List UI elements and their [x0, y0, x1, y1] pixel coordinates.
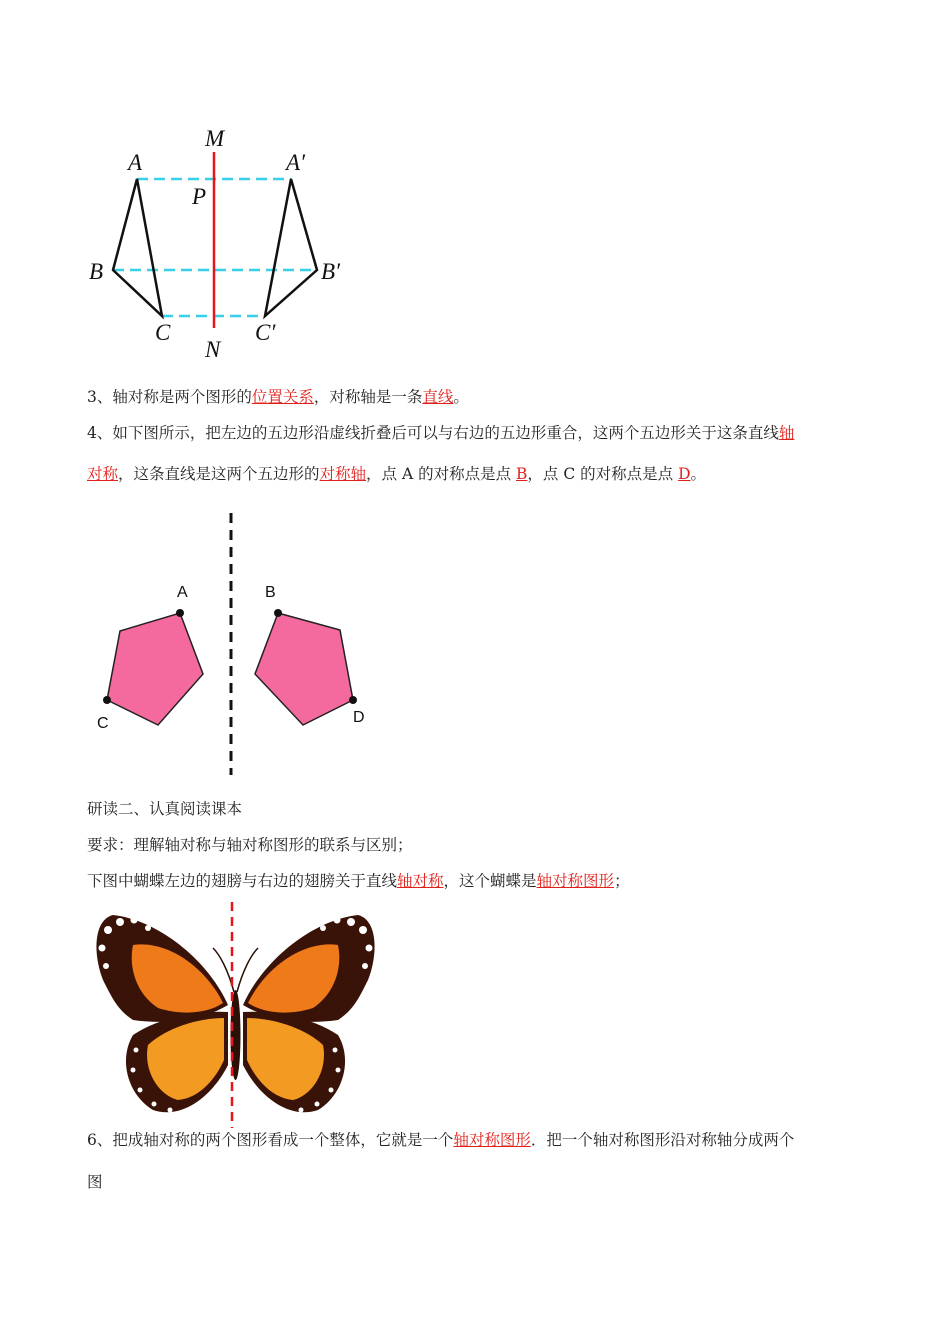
item-6-line-1 — [87, 1130, 794, 1150]
label-a: A — [177, 584, 188, 601]
label-a-prime: A′ — [286, 150, 306, 175]
answer-axis-part2: 对称 — [87, 465, 119, 483]
butterfly-left-wings — [96, 915, 228, 1113]
label-b: B — [89, 259, 104, 284]
item-3 — [87, 387, 469, 407]
answer-point-d: D — [678, 465, 691, 483]
pentagon-left — [107, 613, 203, 725]
figure-pentagon-symmetry — [90, 505, 380, 780]
item-6-rest: ．把一个轴对称图形沿对称轴分成两个 — [530, 1131, 795, 1149]
item-6-line-2: 图 — [87, 1173, 103, 1191]
answer-axis-part1: 轴 — [778, 424, 795, 442]
triangle-a2b2c2 — [265, 179, 317, 316]
label-m: M — [205, 126, 225, 151]
answer-straight-line: 直线 — [422, 388, 454, 406]
item-3-prefix: 3、轴对称是两个图形的 — [87, 388, 252, 406]
butterfly-image — [88, 900, 383, 1130]
study-2-requirement: 要求：理解轴对称与轴对称图形的联系与区别； — [87, 836, 413, 854]
answer-symmetric-figure-2: 轴对称图形 — [453, 1131, 531, 1149]
item-4-line-2 — [87, 464, 706, 484]
point-b — [274, 609, 282, 617]
answer-symmetric-figure: 轴对称图形 — [536, 872, 615, 890]
label-b: B — [265, 584, 276, 601]
label-p: P — [192, 184, 207, 209]
item-4-line-1 — [87, 423, 794, 443]
pentagon-right — [255, 613, 353, 725]
item-4-end: 。 — [690, 465, 707, 483]
butterfly-body — [231, 990, 241, 1080]
point-d — [349, 696, 357, 704]
label-c: C — [155, 320, 171, 345]
label-b-prime: B′ — [321, 259, 341, 284]
answer-axial-symmetry: 轴对称 — [397, 872, 444, 890]
label-n: N — [205, 337, 221, 362]
question-end: ； — [614, 872, 630, 890]
point-a — [176, 609, 184, 617]
figure-triangle-symmetry — [80, 120, 370, 370]
item-3-middle: ，对称轴是一条 — [313, 388, 423, 406]
label-c: C — [97, 715, 109, 732]
label-d: D — [353, 709, 365, 726]
item-4-text: 4、如下图所示，把左边的五边形沿虚线折叠后可以与右边的五边形重合，这两个五边形关于这条直线 — [87, 424, 779, 442]
item-6-prefix: 6、把成轴对称的两个图形看成一个整体，它就是一个 — [87, 1131, 454, 1149]
item-3-end: 。 — [453, 388, 469, 406]
answer-point-b: B — [516, 465, 528, 483]
question-prefix: 下图中蝴蝶左边的翅膀与右边的翅膀关于直线 — [87, 872, 398, 890]
triangle-abc — [113, 179, 162, 316]
label-a: A — [128, 150, 143, 175]
question-middle: ，这个蝴蝶是 — [443, 872, 537, 890]
study-2-heading: 研读二、认真阅读课本 — [87, 800, 243, 818]
item-4-text-2: ，这条直线是这两个五边形的 — [118, 465, 320, 483]
study-2-question — [87, 871, 630, 891]
point-c — [103, 696, 111, 704]
butterfly-right-wings — [243, 915, 375, 1113]
label-c-prime: C′ — [255, 320, 276, 345]
answer-position-relation: 位置关系 — [251, 388, 314, 406]
butterfly-antennae — [213, 948, 258, 992]
item-4-text-3: ，点 A 的对称点是点 — [366, 465, 517, 483]
answer-symmetry-axis: 对称轴 — [319, 465, 367, 483]
item-4-text-4: ，点 C 的对称点是点 — [527, 465, 679, 483]
